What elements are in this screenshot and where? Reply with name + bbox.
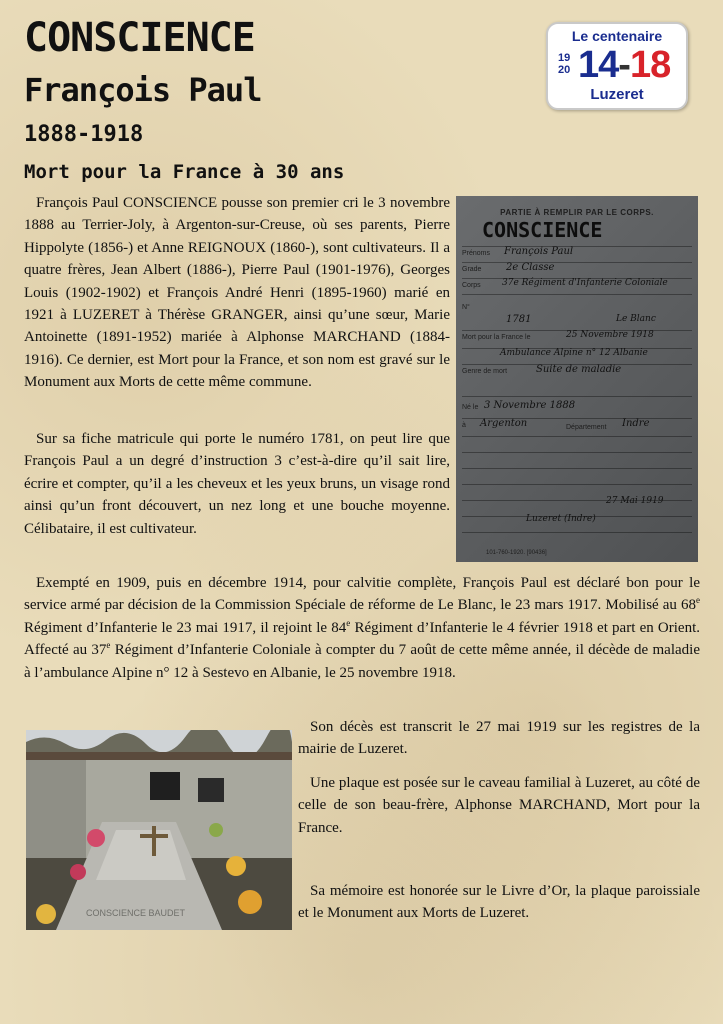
record-mort-le: 25 Novembre 1918	[566, 330, 654, 340]
record-label-departement: Département	[566, 424, 607, 431]
record-commune: Luzeret (Indre)	[526, 514, 596, 524]
logo-18: 18	[629, 44, 671, 86]
paragraph-memory: Sa mémoire est honorée sur le Livre d’Or, la plaque paroissiale et le Monument aux Morts de Luzeret.	[298, 883, 700, 922]
logo-year-19: 19	[558, 52, 571, 64]
record-ne-a: Argenton	[480, 418, 528, 429]
record-label-mort-le: Mort pour la France le	[462, 334, 531, 341]
record-label-grade: Grade	[462, 266, 482, 273]
paragraph-family-plaque: Une plaque est posée sur le caveau familial à Luzeret, au côté de celle de son beau-frère, Alphonse MARCHAND, Mort pour la France.	[298, 775, 700, 836]
logo-1920	[558, 52, 570, 76]
paragraph-birth-family: François Paul CONSCIENCE pousse son premier cri le 3 novembre 1888 au Terrier-Joly, à Argenton-sur-Creuse, où ses parents, Pierre Hippolyte (1856-) et Anne REIGNOUX (1860-), sont cultivateurs. Il a quatre frères, Jean Albert (1886-), Pierre Paul (1901-1976), Georges Louis (1902-1902) et François André Henri (1895-1960) marié en 1921 à LUZERET à Thérèse GRANGER, ainsi qu’une sœur, Marie Antoinette (1891-1952) mariée à Alphonse MARCHAND (1884-1916). Ce dernier, est Mort pour la France, et son nom est gravé sur le Monument aux Morts de cette même commune.	[24, 195, 450, 391]
record-matricule: 1781	[506, 314, 532, 325]
service-text-1: Exempté en 1909, puis en décembre 1914, pour calvitie complète, François Paul est déclaré bon pour le service armé par décision de la Commission Spéciale de réforme de Le Blanc, le 23 mars 1917. Mobilisé au 68	[24, 575, 700, 614]
page-subtitle: François Paul	[24, 71, 262, 109]
record-recrutement: Le Blanc	[616, 314, 656, 324]
record-ne-le: 3 Novembre 1888	[484, 400, 576, 411]
logo-14: 14	[578, 44, 619, 86]
life-years: 1888-1918	[24, 122, 144, 147]
logo-top-text: Le centenaire	[571, 28, 663, 44]
death-record-card	[456, 196, 698, 562]
centenaire-logo	[546, 22, 688, 110]
record-label-a: à	[462, 422, 466, 429]
record-transcrit: 27 Mai 1919	[606, 496, 664, 506]
logo-years	[578, 42, 670, 88]
service-text-3: Régiment d’Infanterie le 4 février 1918 et part en Orient. Affecté au 37	[24, 619, 701, 659]
record-card-header: PARTIE À REMPLIR PAR LE CORPS.	[500, 208, 654, 217]
logo-bottom-text: Luzeret	[590, 86, 644, 103]
ordinal-suffix-37: e	[106, 640, 111, 651]
record-departement: Indre	[622, 418, 650, 429]
record-genre: Suite de maladie	[536, 364, 622, 375]
record-label-prenoms: Prénoms	[462, 250, 491, 257]
logo-dash: -	[618, 44, 630, 86]
paragraph-fiche-matricule: Sur sa fiche matricule qui porte le numéro 1781, on peut lire que François Paul a un degré d’instruction 3 c’est-à-dire qu’il sait lire, écrire et compter, qu’il a les cheveux et les yeux bruns, un visage rond ainsi qu’un front découvert, un nez long et une bouche moyenne. Célibataire, il est cultivateur.	[24, 431, 450, 537]
logo-year-20: 20	[558, 64, 571, 76]
ordinal-suffix-84: e	[346, 617, 351, 628]
tomb-inscription: CONSCIENCE BAUDET	[86, 908, 186, 918]
record-prenoms: François Paul	[504, 246, 574, 257]
record-footer: 101-760-1920. [90436]	[486, 550, 547, 556]
paragraph-military-service	[24, 572, 700, 684]
record-grade: 2e Classe	[506, 262, 555, 273]
record-corps: 37e Régiment d'Infanterie Coloniale	[502, 278, 668, 288]
record-label-corps: Corps	[462, 282, 481, 289]
family-tomb-photo	[26, 730, 292, 930]
page-title: CONSCIENCE	[24, 15, 255, 61]
death-age-heading: Mort pour la France à 30 ans	[24, 161, 345, 183]
record-lieu: Ambulance Alpine n° 12 Albanie	[500, 348, 648, 358]
record-label-ne-le: Né le	[462, 404, 479, 411]
record-card-name-stamp: CONSCIENCE	[482, 218, 603, 242]
record-label-numero: N°	[462, 304, 470, 311]
service-text-2: Régiment d’Infanterie le 23 mai 1917, il rejoint le 84	[24, 619, 347, 636]
paragraph-death-transcription: Son décès est transcrit le 27 mai 1919 sur les registres de la mairie de Luzeret.	[298, 719, 700, 758]
service-text-4: Régiment d’Infanterie Coloniale à compter du 7 août de cette même année, il décède de maladie à l’ambulance Alpine n° 12 à Sestevo en Albanie, le 25 novembre 1918.	[24, 642, 700, 681]
ordinal-suffix-68: e	[696, 595, 700, 606]
record-label-genre: Genre de mort	[462, 368, 508, 375]
